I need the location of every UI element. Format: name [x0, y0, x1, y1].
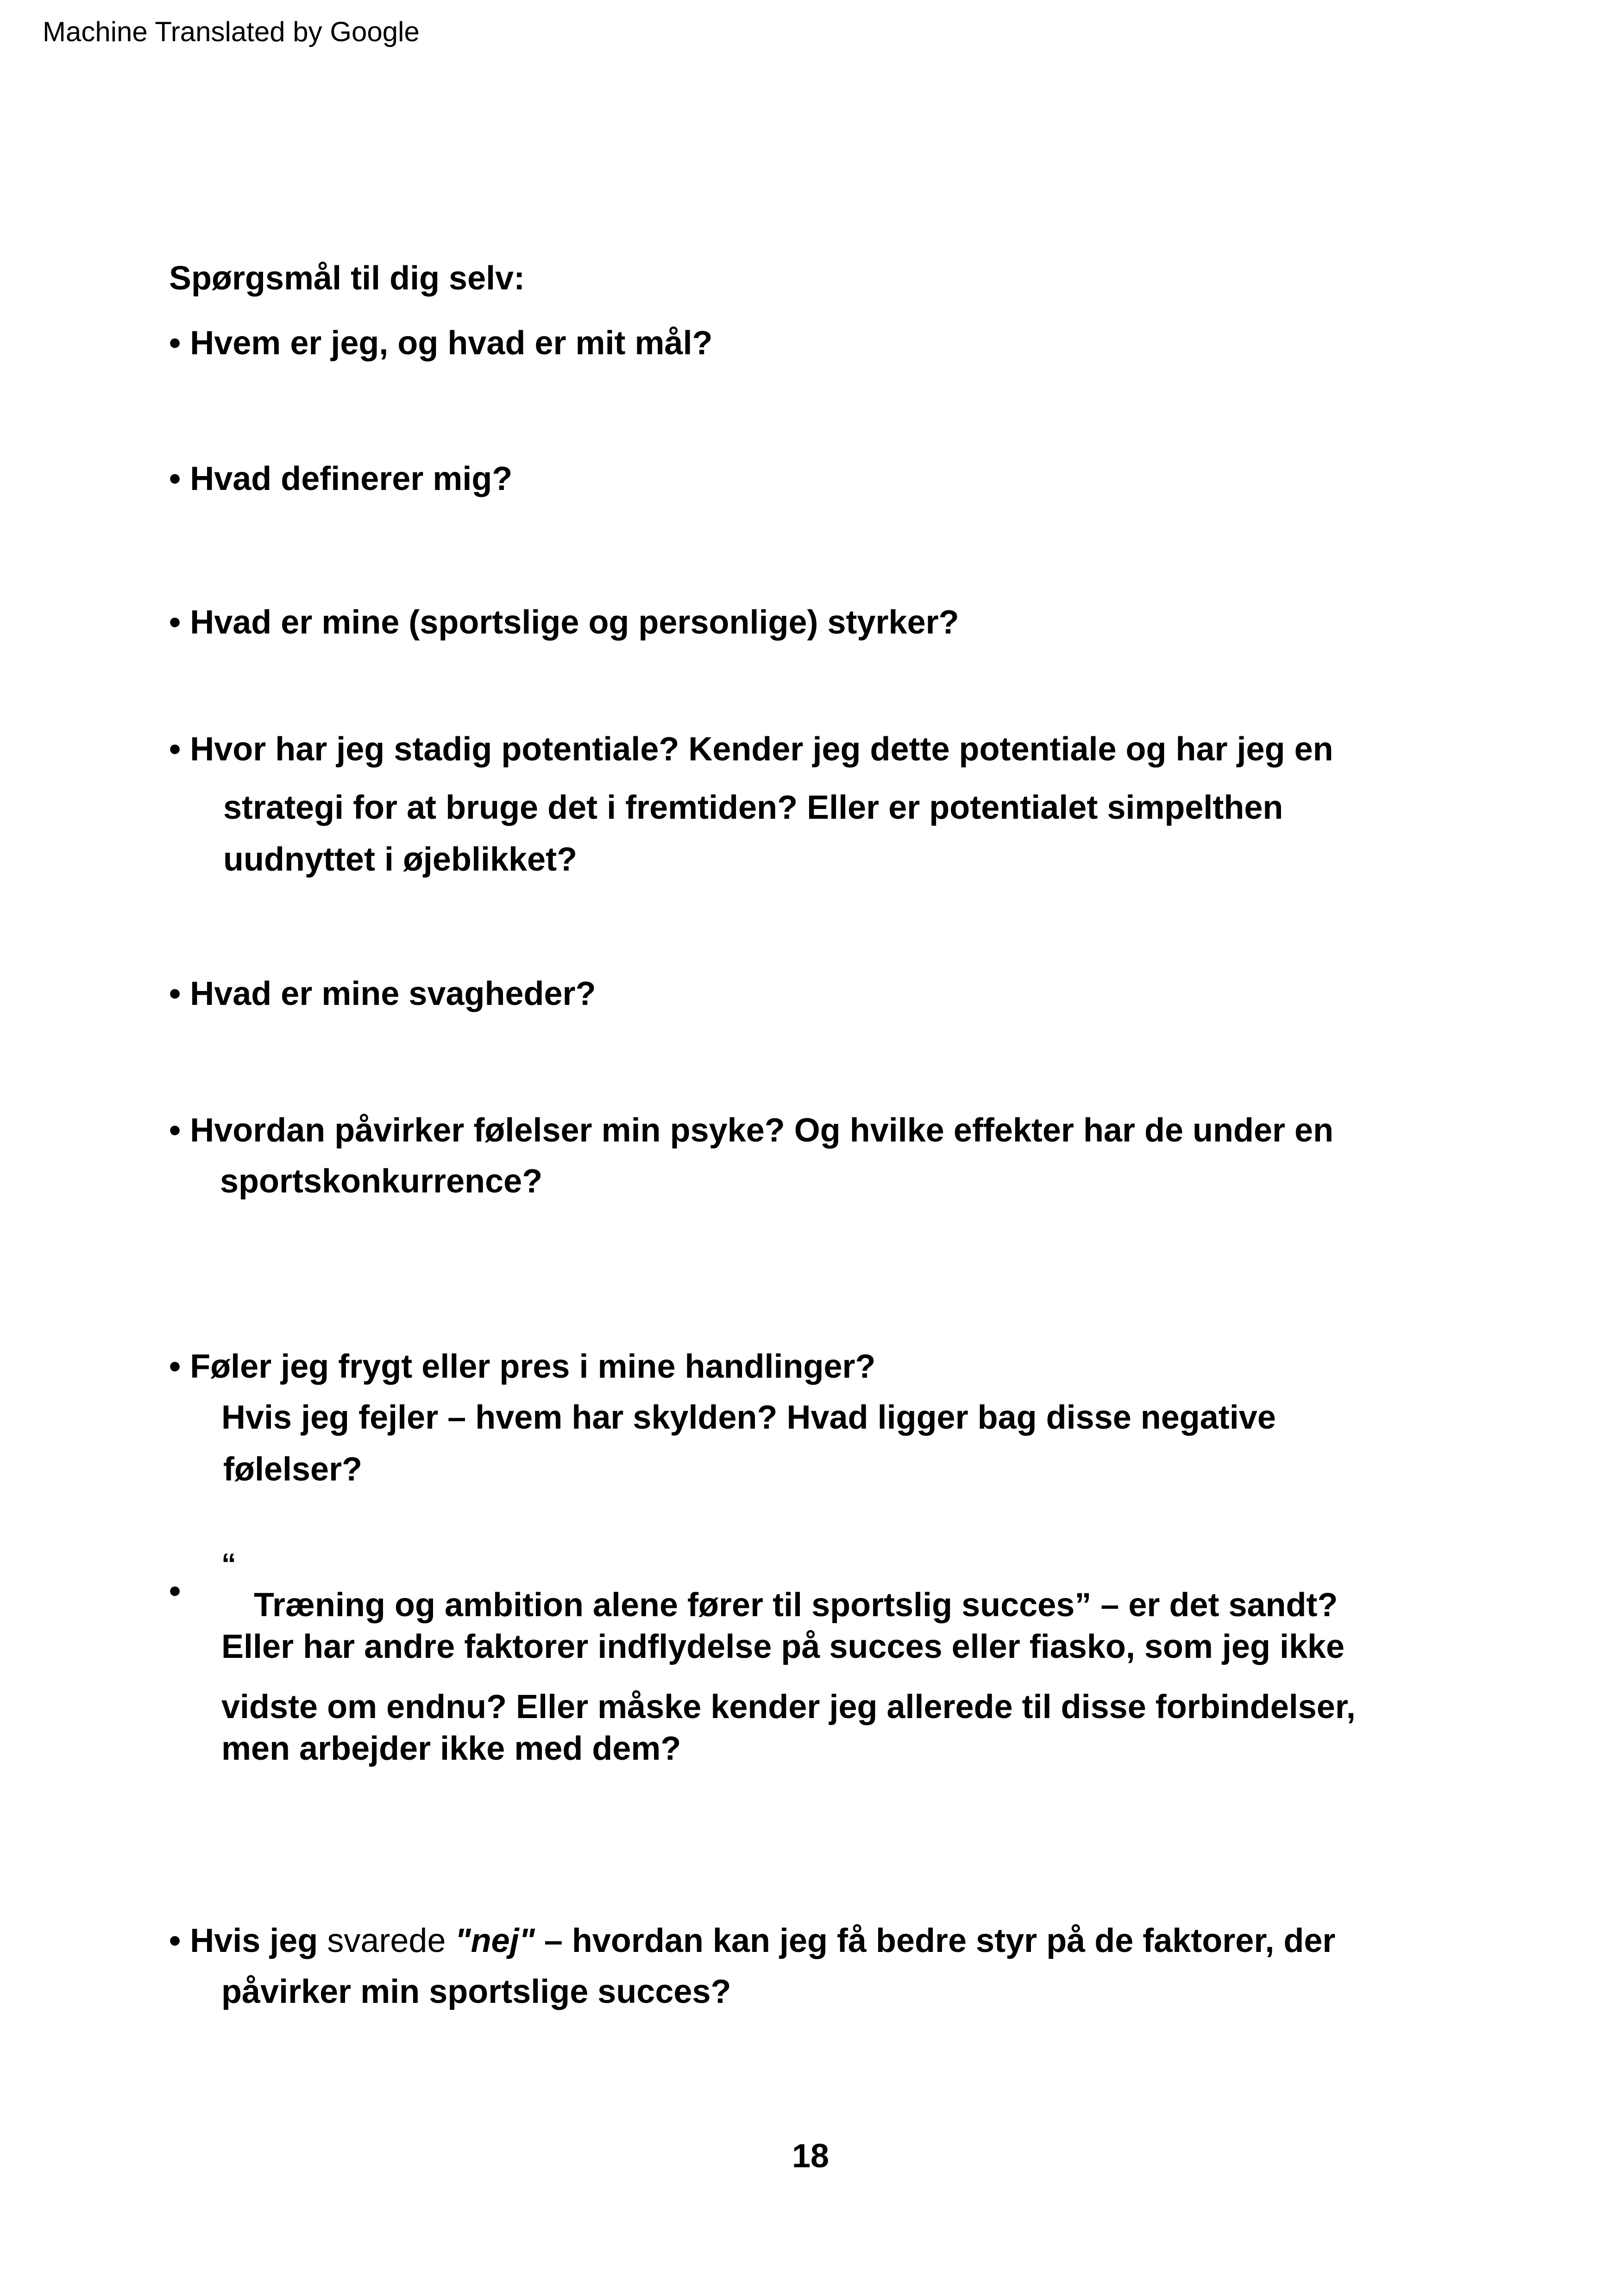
- question-fear-line-3: følelser?: [223, 1451, 363, 1488]
- question-if-no-line-1: [169, 1924, 1335, 1957]
- page-number: 18: [792, 2138, 829, 2175]
- question-training-line-1: Træning og ambition alene fører til sportslig succes” – er det sandt?: [254, 1587, 1338, 1624]
- question-if-no-part-1: • Hvis jeg: [169, 1922, 318, 1959]
- question-strengths: • Hvad er mine (sportslige og personlige) styrker?: [169, 604, 959, 641]
- question-emotions-line-1: • Hvordan påvirker følelser min psyke? Og hvilke effekter har de under en: [169, 1112, 1334, 1149]
- question-training-bullet: •: [169, 1573, 181, 1610]
- question-training-open-quote: “: [221, 1547, 236, 1581]
- question-potential-line-2: strategi for at bruge det i fremtiden? Eller er potentialet simpelthen: [223, 789, 1283, 826]
- question-if-no-part-3: "nej": [455, 1922, 535, 1959]
- question-if-no-part-4: – hvordan kan jeg få bedre styr på de faktorer, der: [544, 1922, 1336, 1959]
- question-fear-line-2: Hvis jeg fejler – hvem har skylden? Hvad ligger bag disse negative: [221, 1399, 1276, 1436]
- question-potential-line-1: • Hvor har jeg stadig potentiale? Kender jeg dette potentiale og har jeg en: [169, 731, 1333, 768]
- page-heading: Spørgsmål til dig selv:: [169, 260, 525, 297]
- question-if-no-part-2: svarede: [327, 1922, 446, 1959]
- question-who-am-i: • Hvem er jeg, og hvad er mit mål?: [169, 325, 713, 362]
- question-if-no-line-2: påvirker min sportslige succes?: [221, 1973, 731, 2010]
- question-training-line-2: Eller har andre faktorer indflydelse på succes eller fiasko, som jeg ikke: [221, 1628, 1345, 1665]
- question-training-line-4: men arbejder ikke med dem?: [221, 1730, 681, 1767]
- question-potential-line-3: uudnyttet i øjeblikket?: [223, 841, 578, 878]
- machine-translation-banner: Machine Translated by Google: [43, 16, 420, 47]
- question-what-defines-me: • Hvad definerer mig?: [169, 460, 513, 497]
- question-training-line-3: vidste om endnu? Eller måske kender jeg allerede til disse forbindelser,: [221, 1688, 1356, 1725]
- question-weaknesses: • Hvad er mine svagheder?: [169, 975, 596, 1012]
- question-emotions-line-2: sportskonkurrence?: [220, 1163, 543, 1200]
- question-fear-line-1: • Føler jeg frygt eller pres i mine handlinger?: [169, 1348, 876, 1385]
